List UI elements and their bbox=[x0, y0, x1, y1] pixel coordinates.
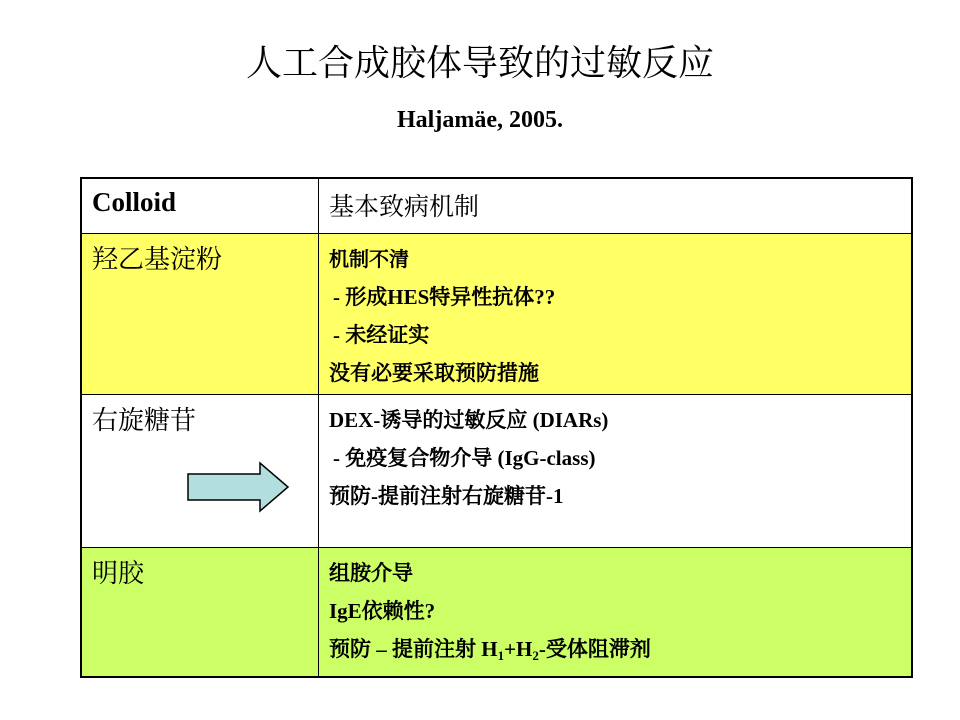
colloid-name: 羟乙基淀粉 bbox=[92, 245, 223, 275]
subscript-1: 1 bbox=[497, 648, 505, 663]
mechanism-line: - 形成HES特异性抗体?? bbox=[333, 285, 556, 309]
prevention-prefix: 预防 – 提前注射 H bbox=[329, 637, 498, 661]
page-title: 人工合成胶体导致的过敏反应 bbox=[245, 43, 714, 84]
colloid-cell bbox=[81, 395, 319, 548]
mechanism-table bbox=[80, 177, 913, 678]
colloid-name: 明胶 bbox=[92, 559, 145, 589]
citation: Haljamäe, 2005. bbox=[397, 107, 563, 133]
table-header-row bbox=[81, 178, 912, 234]
mechanism-line: 组胺介导 bbox=[329, 561, 413, 585]
mechanism-line-prevention bbox=[329, 630, 911, 675]
mechanism-cell bbox=[319, 395, 913, 548]
prevention-suffix: -受体阻滞剂 bbox=[538, 637, 651, 661]
table-row-dextran bbox=[81, 395, 912, 548]
colloid-name: 右旋糖苷 bbox=[92, 406, 197, 436]
mechanism-line: 没有必要采取预防措施 bbox=[329, 361, 539, 385]
mechanism-line: - 免疫复合物介导 (IgG-class) bbox=[333, 446, 596, 470]
header-colloid: Colloid bbox=[81, 178, 319, 234]
mechanism-line: IgE依赖性? bbox=[329, 599, 436, 623]
mechanism-cell bbox=[319, 234, 913, 395]
mechanism-cell bbox=[319, 548, 913, 678]
mechanism-line: 机制不清 bbox=[329, 247, 409, 271]
prevention-mid: +H bbox=[504, 637, 533, 661]
colloid-cell bbox=[81, 234, 319, 395]
table-row-hes bbox=[81, 234, 912, 395]
right-arrow-icon bbox=[186, 461, 290, 513]
mechanism-line: - 未经证实 bbox=[333, 323, 430, 347]
header-mechanism: 基本致病机制 bbox=[319, 178, 913, 234]
colloid-cell bbox=[81, 548, 319, 678]
mechanism-line: 预防-提前注射右旋糖苷-1 bbox=[329, 484, 564, 508]
table-row-gelatin bbox=[81, 548, 912, 678]
mechanism-line: DEX-诱导的过敏反应 (DIARs) bbox=[329, 408, 609, 432]
subscript-2: 2 bbox=[532, 648, 539, 663]
